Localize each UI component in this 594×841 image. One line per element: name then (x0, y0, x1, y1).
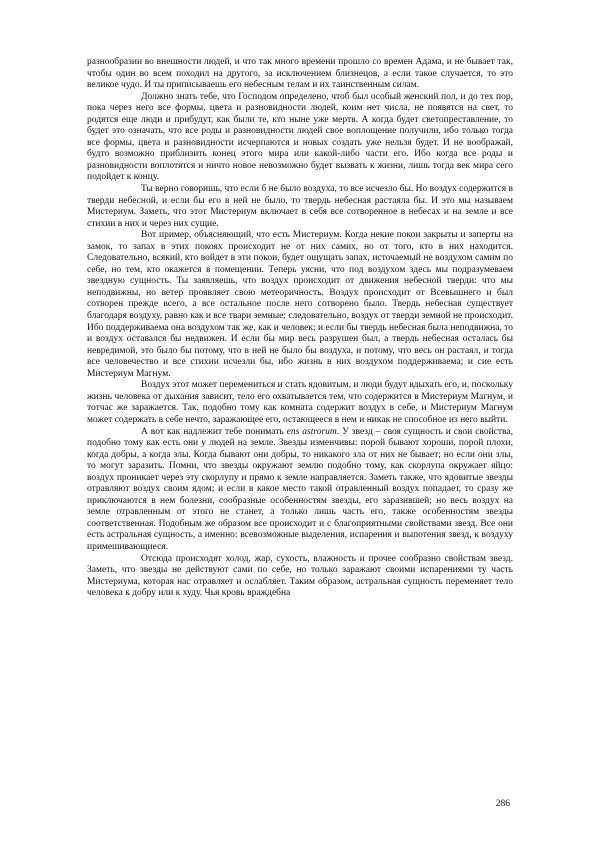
paragraph-2: Должно знать тебе, что Господом определено, чтоб был особый женский пол, и до тех пор, пока через него все формы, цвета и разновидности людей, коим нет числа, не появятся на свет, то родятся еще люди и прибудут, как были те, кто ныне уже мертв. А когда будет светопреставление, то будет это означать, что все роды и разновидности людей свое воплощение получили, ибо только тогда все формы, цвета и разновидности исчерпаются и новых создать уже нельзя будет. И не воображай, будто возможно приблизить конец этого мира или какой-либо части его. Ибо когда все роды и разновидности воплотятся и ничто новое невозможно будет вызвать к жизни, лишь тогда век мира сего подойдет к концу. (87, 91, 513, 183)
paragraph-7: Отсюда происходят холод, жар, сухость, влажность и прочее сообразно свойствам звезд. Заметь, что звезды не действуют сами по себе, но только заражают своими испарениями ту часть Мистериума, которая нас отравляет и ослабляет. Таким образом, астральная сущность переменяет тело человека к добру или к худу. Чья кровь враждебна (87, 553, 513, 599)
paragraph-3: Ты верно говоришь, что если б не было воздуха, то все исчезло бы. Но воздух содержится в тверди небесной, и если бы его в ней не было, то твердь небесная растаяла бы. И это мы называем Мистериум. Заметь, что этот Мистериум включает в себя все сотворенное в небесах и на земле и все стихии в них и через них сущие. (87, 184, 513, 229)
ens-astrorum-term: ens astrorum (286, 426, 337, 437)
paragraph-6-rest: . У звезд – своя сущность и свои свойства, подобно тому как есть они у людей на земле. Звезды изменчивы: порой бывают хороши, порой плохи, когда добры, а когда злы. Когда бывают они добры, то никакого зла от них не бывает; но если они злы, то могут заразить. Помни, что звезды окружают землю подобно тому, как скорлупа окружает яйцо: воздух проникает через эту скорлупу и прямо к земле направляется. Заметь также, что ядовитые звезды отравляют воздух своим ядом; и если в какое место такой отравленный воздух попадает, то сразу же приключаются в нем болезни, сообразные особенностям звезды, его заразившей; но весь воздух на земле отравленным от этого не станет, а только лишь часть его, также особенностям звезды соответственная. Подобным же образом все происходит и с благоприятными свойствами звезд. Все они есть астральная сущность, а именно: всевозможные выделения, испарения и выпотения звезд, к воздуху примешивающиеся. (87, 426, 513, 552)
paragraph-6 (87, 427, 513, 554)
paragraph-5: Воздух этот может перемениться и стать ядовитым, и люди будут вдыхать его, и, поскольку жизнь человека от дыхания зависит, тело его охватывается тем, что содержится в Мистериум Магнум, и тотчас же заражается. Так, подобно тому как комната содержит воздух в себе, и Мистериум Магнум может содержать в себе нечто, заражающее его, остающееся в нем и никак не способное из него выйти. (87, 380, 513, 425)
paragraph-6-start: А вот как надлежит тебе понимать (141, 426, 287, 437)
page-body (87, 57, 513, 600)
paragraph-1: разнообразии во внешности людей, и что так много времени прошло со времен Адама, и не бывает так, чтобы один во всем походил на другого, за исключением близнецов, а если такое случается, то это великое чудо. И ты приписываешь его небесным телам и их таинственным силам. (87, 57, 513, 91)
paragraph-4: Вот пример, объясняющий, что есть Мистериум. Когда некие покои закрыты и заперты на замок, то запах в этих покоях происходит не от них самих, но от того, кто в них находится. Следовательно, всякий, кто войдет в эти покои, будет ощущать запах, источаемый не воздухом самим по себе, но тем, кто окажется в помещении. Теперь уясни, что под воздухом здесь мы подразумеваем звездную сущность. Ты заявляешь, что воздух происходит от движения небесной тверди: что мы неподвижны, но ветер проявляет свою метеоричность. Воздух происходит от Всевышнего и был сотворен прежде всего, а все остальное после него сотворено было. Твердь небесная существует благодаря воздуху, равно как и все твари земные; следовательно, воздух от тверди земной не происходит. Ибо поддерживаема она воздухом так же, как и человек; и если бы твердь небесная была неподвижна, то и воздух оставался бы недвижен. И если бы мир весь разрушен был, а твердь небесная осталась бы невредимой, это было бы потому, что в ней не было бы воздуха, и потому, что весь он растаял, и тогда все человечество и все стихии исчезли бы, ибо жизнь в них воздухом поддерживаема; и сие есть Мистериум Магнум. (87, 230, 513, 379)
page-number: 286 (495, 799, 510, 809)
